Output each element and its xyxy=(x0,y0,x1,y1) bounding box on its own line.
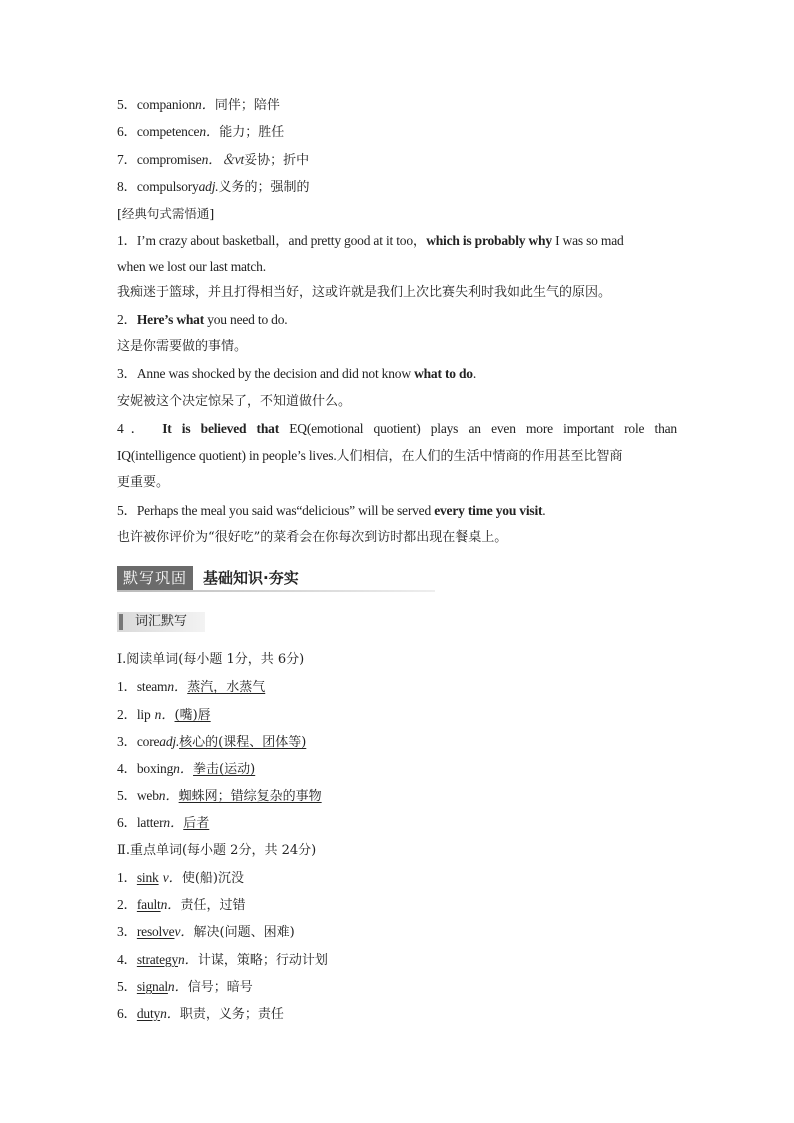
section-header xyxy=(117,566,435,592)
subsection-label: 词汇默写 xyxy=(135,614,188,629)
vocab-meaning: 计谋，策略；行动计划 xyxy=(197,953,328,968)
key-word-item xyxy=(117,923,677,942)
reading-word-item xyxy=(117,787,677,806)
sentence-text: . xyxy=(542,503,546,518)
part-of-speech: n． xyxy=(160,897,181,912)
vocab-meaning: 同伴；陪伴 xyxy=(214,98,280,113)
item-number: 7． xyxy=(117,152,137,167)
part-of-speech: v． xyxy=(162,870,182,885)
subsection-tag xyxy=(117,612,205,632)
vocab-meaning: 使(船)沉没 xyxy=(181,871,244,886)
answer-text: duty xyxy=(136,1006,161,1021)
part-of-speech: n． xyxy=(163,815,184,830)
part-of-speech: adj. xyxy=(159,734,180,749)
section-title: 基础知识·夯实 xyxy=(203,569,299,587)
item-number: 3． xyxy=(117,924,137,939)
key-pattern: what to do xyxy=(414,366,473,381)
vocab-meaning: 责任，过错 xyxy=(180,898,246,913)
answer-text: resolve xyxy=(136,924,175,939)
vocab-item xyxy=(117,123,677,142)
reading-word-item xyxy=(117,678,677,697)
item-number: 4． xyxy=(117,421,151,436)
item-number: 1． xyxy=(117,870,137,885)
sentence-5-translation: 也许被你评价为“很好吃”的菜肴会在你每次到访时都出现在餐桌上。 xyxy=(117,530,508,545)
key-pattern: which is probably why xyxy=(426,233,552,248)
answer-text: (嘴)唇 xyxy=(174,708,211,723)
sentence-text: EQ(emotional quotient) plays an even more important role than xyxy=(278,421,677,436)
item-number: 3． xyxy=(117,734,137,749)
key-word-item xyxy=(117,978,677,997)
answer-text: signal xyxy=(136,979,168,994)
sentence-2-translation: 这是你需要做的事情。 xyxy=(117,339,248,354)
vocab-word: latter xyxy=(136,815,164,830)
item-number: 5． xyxy=(117,979,137,994)
vocab-word: compulsory xyxy=(136,179,199,194)
vocab-word: compromise xyxy=(136,152,202,167)
vocab-word: competence xyxy=(136,124,200,139)
part-of-speech: v． xyxy=(174,924,194,939)
sentence-text: you need to do. xyxy=(204,312,288,327)
sentence-text: Anne was shocked by the decision and did not know xyxy=(136,366,415,381)
answer-text: 蜘蛛网；错综复杂的事物 xyxy=(178,789,322,804)
item-number: 2． xyxy=(117,312,137,327)
sentence-3 xyxy=(117,365,677,384)
part-of-speech: n． xyxy=(167,979,188,994)
item-number: 5． xyxy=(117,788,137,803)
part-2-heading: Ⅱ.重点单词(每小题 2分，共 24分) xyxy=(117,843,317,858)
item-number: 2． xyxy=(117,707,137,722)
key-word-item xyxy=(117,896,677,915)
item-number: 2． xyxy=(117,897,137,912)
part-of-speech: n． xyxy=(173,761,194,776)
vocab-word: steam xyxy=(136,679,168,694)
item-number: 8． xyxy=(117,179,137,194)
part-of-speech: n． xyxy=(167,679,188,694)
part-of-speech: n． xyxy=(160,1006,180,1021)
vocab-word: boxing xyxy=(136,761,174,776)
sentence-text: IQ(intelligence quotient) in people’s lives. xyxy=(117,448,337,463)
answer-text: 蒸汽，水蒸气 xyxy=(187,680,266,695)
item-number: 6． xyxy=(117,815,137,830)
answer-text: 后者 xyxy=(183,816,210,831)
part-of-speech: n． xyxy=(199,124,220,139)
key-pattern: Here’s what xyxy=(136,312,205,327)
key-word-item xyxy=(117,1005,677,1024)
item-number: 6． xyxy=(117,124,137,139)
reading-word-item xyxy=(117,814,677,833)
part-1-heading: Ⅰ.阅读单词(每小题 1分，共 6分) xyxy=(117,652,305,667)
vocab-meaning: 职责，义务；责任 xyxy=(179,1007,284,1022)
sentence-4-translation: 人们相信，在人们的生活中情商的作用甚至比智商 xyxy=(336,449,623,464)
sentence-1-translation: 我痴迷于篮球，并且打得相当好，这或许就是我们上次比赛失利时我如此生气的原因。 xyxy=(117,285,612,300)
section-divider xyxy=(117,590,435,592)
sentence-4-translation-cont: 更重要。 xyxy=(117,475,170,490)
sentence-4 xyxy=(117,420,677,439)
vocab-word: core xyxy=(136,734,160,749)
sentence-text: . xyxy=(472,366,477,381)
answer-text: 核心的(课程、团体等) xyxy=(179,735,307,750)
part-of-speech: n． xyxy=(158,788,179,803)
sentence-4-cont xyxy=(117,447,677,466)
subsection-marker xyxy=(119,614,123,630)
vocab-word: web xyxy=(136,788,159,803)
vocab-item xyxy=(117,96,677,115)
vocab-item xyxy=(117,151,677,170)
key-pattern: every time you visit xyxy=(434,503,543,518)
reading-word-item xyxy=(117,706,677,725)
part-of-speech: n．＆vt xyxy=(201,152,245,167)
key-word-item xyxy=(117,869,677,888)
answer-text: fault xyxy=(136,897,161,912)
item-number: 1． xyxy=(117,679,137,694)
item-number: 3． xyxy=(117,366,137,381)
item-number: 4． xyxy=(117,952,137,967)
vocab-word: lip xyxy=(136,707,151,722)
sentence-2 xyxy=(117,311,677,330)
sentence-5 xyxy=(117,502,677,521)
part-of-speech: adj. xyxy=(198,179,219,194)
key-word-item xyxy=(117,951,677,970)
sentence-1 xyxy=(117,232,677,251)
sentence-text: I’m crazy about basketball，and pretty good at it too， xyxy=(136,233,427,248)
answer-text: strategy xyxy=(136,952,178,967)
part-of-speech: n． xyxy=(178,952,198,967)
item-number: 5． xyxy=(117,97,137,112)
sentences-heading: [经典句式需悟通] xyxy=(117,206,215,221)
sentence-text: Perhaps the meal you said was“delicious” will be served xyxy=(136,503,435,518)
vocab-meaning: 妥协；折中 xyxy=(244,153,310,168)
vocab-meaning: 信号；暗号 xyxy=(187,980,253,995)
answer-text: sink xyxy=(136,870,159,885)
item-number: 5． xyxy=(117,503,137,518)
vocab-meaning: 解决(问题、困难) xyxy=(193,925,295,940)
part-of-speech: n． xyxy=(195,97,215,112)
vocab-meaning: 能力；胜任 xyxy=(219,125,285,140)
section-tag: 默写巩固 xyxy=(117,566,193,590)
reading-word-item xyxy=(117,760,677,779)
item-number: 4． xyxy=(117,761,137,776)
item-number: 1． xyxy=(117,233,137,248)
answer-text: 拳击(运动) xyxy=(193,762,256,777)
vocab-meaning: 义务的；强制的 xyxy=(218,180,310,195)
vocab-word: companion xyxy=(136,97,196,112)
part-of-speech: n． xyxy=(154,707,175,722)
vocab-item xyxy=(117,178,677,197)
key-pattern: It is believed that xyxy=(162,421,279,436)
sentence-1-cont: when we lost our last match. xyxy=(117,259,266,274)
sentence-3-translation: 安妮被这个决定惊呆了，不知道做什么。 xyxy=(117,394,352,409)
reading-word-item xyxy=(117,733,677,752)
sentence-text: I was so mad xyxy=(551,233,624,248)
item-number: 6． xyxy=(117,1006,137,1021)
